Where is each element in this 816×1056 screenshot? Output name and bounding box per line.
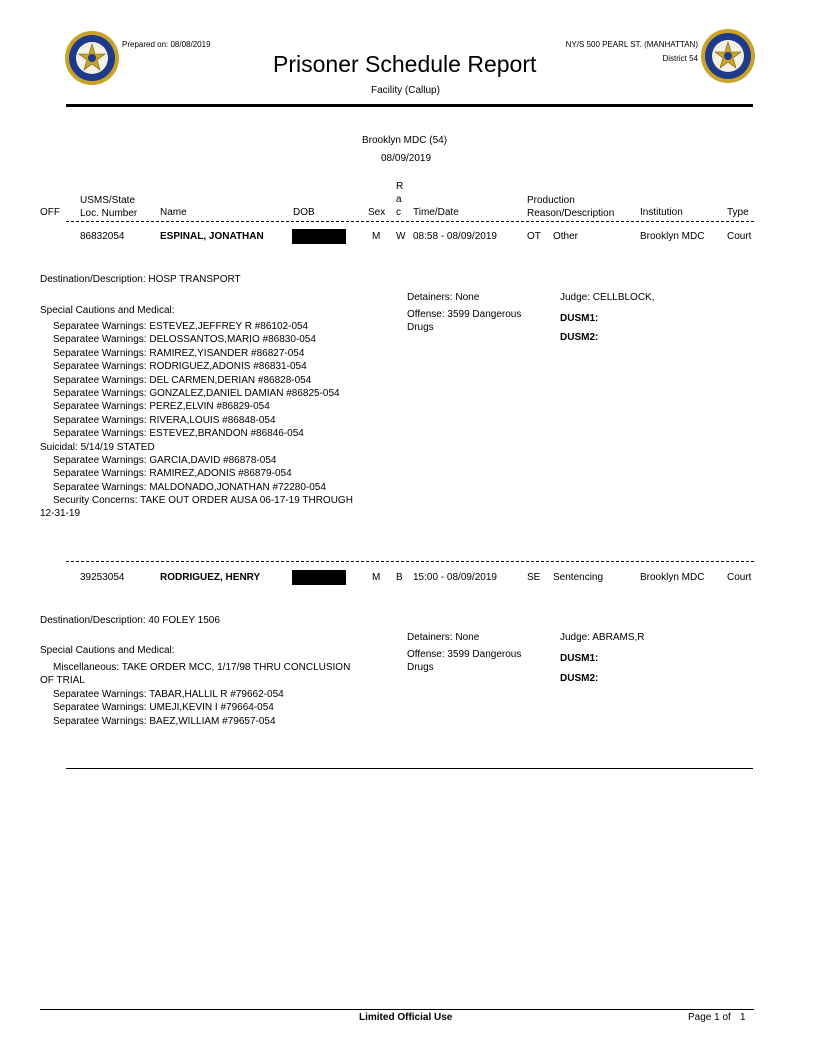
record-institution: Brooklyn MDC — [640, 231, 705, 242]
col-race-r: R — [396, 181, 404, 192]
dusm2: DUSM2: — [560, 673, 599, 684]
caution-item: Separatee Warnings: UMEJI,KEVIN I #79664-054 — [53, 702, 274, 714]
caution-item: Miscellaneous: TAKE ORDER MCC, 1/17/98 THRU CONCLUSION — [53, 662, 351, 673]
record-time-date: 15:00 - 08/09/2019 — [413, 572, 497, 583]
dusm1: DUSM1: — [560, 313, 599, 324]
dusm2: DUSM2: — [560, 332, 599, 343]
caution-item: Separatee Warnings: DELOSSANTOS,MARIO #86830-054 — [53, 334, 316, 346]
cautions-list — [40, 320, 353, 521]
offense-line1: Offense: 3599 Dangerous — [407, 649, 522, 660]
col-off: OFF — [40, 207, 60, 218]
col-dob: DOB — [293, 207, 315, 218]
district: District 54 — [662, 54, 698, 63]
col-production-line1: Production — [527, 195, 575, 206]
record-race: B — [396, 572, 403, 583]
caution-item: Separatee Warnings: GARCIA,DAVID #86878-054 — [53, 454, 277, 466]
caution-item: Separatee Warnings: TABAR,HALLIL R #79662-054 — [53, 688, 284, 700]
col-usms-line2: Loc. Number — [80, 208, 138, 219]
record-reason-code: SE — [527, 572, 541, 583]
page-total: 1 — [740, 1012, 746, 1023]
dob-redaction — [292, 570, 346, 585]
offense-line2: Drugs — [407, 662, 434, 673]
caution-item: Separatee Warnings: PEREZ,ELVIN #86829-054 — [53, 401, 270, 413]
judge: Judge: CELLBLOCK, — [560, 292, 655, 303]
header-dash-rule — [66, 221, 754, 222]
caution-item: Separatee Warnings: RIVERA,LOUIS #86848-054 — [53, 414, 276, 426]
caution-wrap: OF TRIAL — [40, 675, 85, 687]
col-usms-line1: USMS/State — [80, 195, 136, 206]
caution-item: Separatee Warnings: ESTEVEZ,JEFFREY R #86102-054 — [53, 321, 309, 332]
prepared-on: Prepared on: 08/08/2019 — [122, 40, 211, 49]
end-rule — [66, 768, 753, 769]
col-production-line2: Reason/Description — [527, 208, 615, 219]
record-separator — [66, 561, 754, 562]
record-race: W — [396, 231, 406, 242]
record-sex: M — [372, 231, 381, 242]
col-name: Name — [160, 207, 187, 218]
caution-item: Separatee Warnings: RAMIREZ,ADONIS #86879-054 — [53, 468, 292, 480]
report-subtitle: Facility (Callup) — [371, 85, 440, 96]
record-number: 86832054 — [80, 231, 125, 242]
offense-line2: Drugs — [407, 322, 434, 333]
footer-rule — [40, 1009, 754, 1010]
record-type: Court — [727, 572, 752, 583]
destination: Destination/Description: 40 FOLEY 1506 — [40, 615, 220, 626]
col-race-a: a — [396, 194, 402, 205]
dusm1: DUSM1: — [560, 653, 599, 664]
caution-item: Separatee Warnings: BAEZ,WILLIAM #79657-054 — [53, 715, 276, 727]
caution-item: Separatee Warnings: MALDONADO,JONATHAN #72280-054 — [53, 481, 326, 493]
record-sex: M — [372, 572, 381, 583]
page-title: Prisoner Schedule Report — [273, 51, 537, 77]
special-cautions-label: Special Cautions and Medical: — [40, 645, 175, 656]
destination: Destination/Description: HOSP TRANSPORT — [40, 274, 241, 285]
right-marshal-seal-icon — [700, 28, 756, 84]
col-type: Type — [727, 207, 749, 218]
header-rule — [66, 104, 753, 107]
page-number-label: Page 1 of — [688, 1012, 731, 1023]
record-number: 39253054 — [80, 572, 125, 583]
record-reason: Other — [553, 231, 579, 242]
facility-date: 08/09/2019 — [381, 153, 432, 164]
special-cautions-label: Special Cautions and Medical: — [40, 305, 175, 316]
caution-item: Separatee Warnings: RAMIREZ,YISANDER #86827-054 — [53, 347, 305, 359]
detainers: Detainers: None — [407, 632, 480, 643]
left-marshal-seal-icon — [64, 30, 120, 86]
caution-wrap: 12-31-19 — [40, 508, 81, 520]
record-name: RODRIGUEZ, HENRY — [160, 572, 261, 583]
record-type: Court — [727, 231, 752, 242]
location: NY/S 500 PEARL ST. (MANHATTAN) — [565, 40, 698, 49]
judge: Judge: ABRAMS,R — [560, 632, 645, 643]
cautions-list — [40, 661, 351, 728]
detainers: Detainers: None — [407, 292, 480, 303]
dob-redaction — [292, 229, 346, 244]
record-institution: Brooklyn MDC — [640, 572, 705, 583]
caution-item: Security Concerns: TAKE OUT ORDER AUSA 06-17-19 THROUGH — [53, 495, 353, 507]
caution-item: Suicidal: 5/14/19 STATED — [40, 441, 155, 453]
caution-item: Separatee Warnings: RODRIGUEZ,ADONIS #86831-054 — [53, 361, 307, 373]
record-time-date: 08:58 - 08/09/2019 — [413, 231, 497, 242]
facility-name: Brooklyn MDC (54) — [362, 135, 448, 146]
caution-item: Separatee Warnings: DEL CARMEN,DERIAN #86828-054 — [53, 374, 312, 386]
col-sex: Sex — [368, 207, 386, 218]
col-institution: Institution — [640, 207, 683, 218]
caution-item: Separatee Warnings: ESTEVEZ,BRANDON #86846-054 — [53, 428, 304, 440]
record-reason: Sentencing — [553, 572, 604, 583]
footer-classification: Limited Official Use — [359, 1012, 453, 1023]
record-name: ESPINAL, JONATHAN — [160, 231, 264, 242]
record-reason-code: OT — [527, 231, 541, 242]
offense-line1: Offense: 3599 Dangerous — [407, 309, 522, 320]
col-time-date: Time/Date — [413, 207, 459, 218]
caution-item: Separatee Warnings: GONZALEZ,DANIEL DAMIAN #86825-054 — [53, 387, 340, 399]
col-race-c: c — [396, 207, 401, 218]
